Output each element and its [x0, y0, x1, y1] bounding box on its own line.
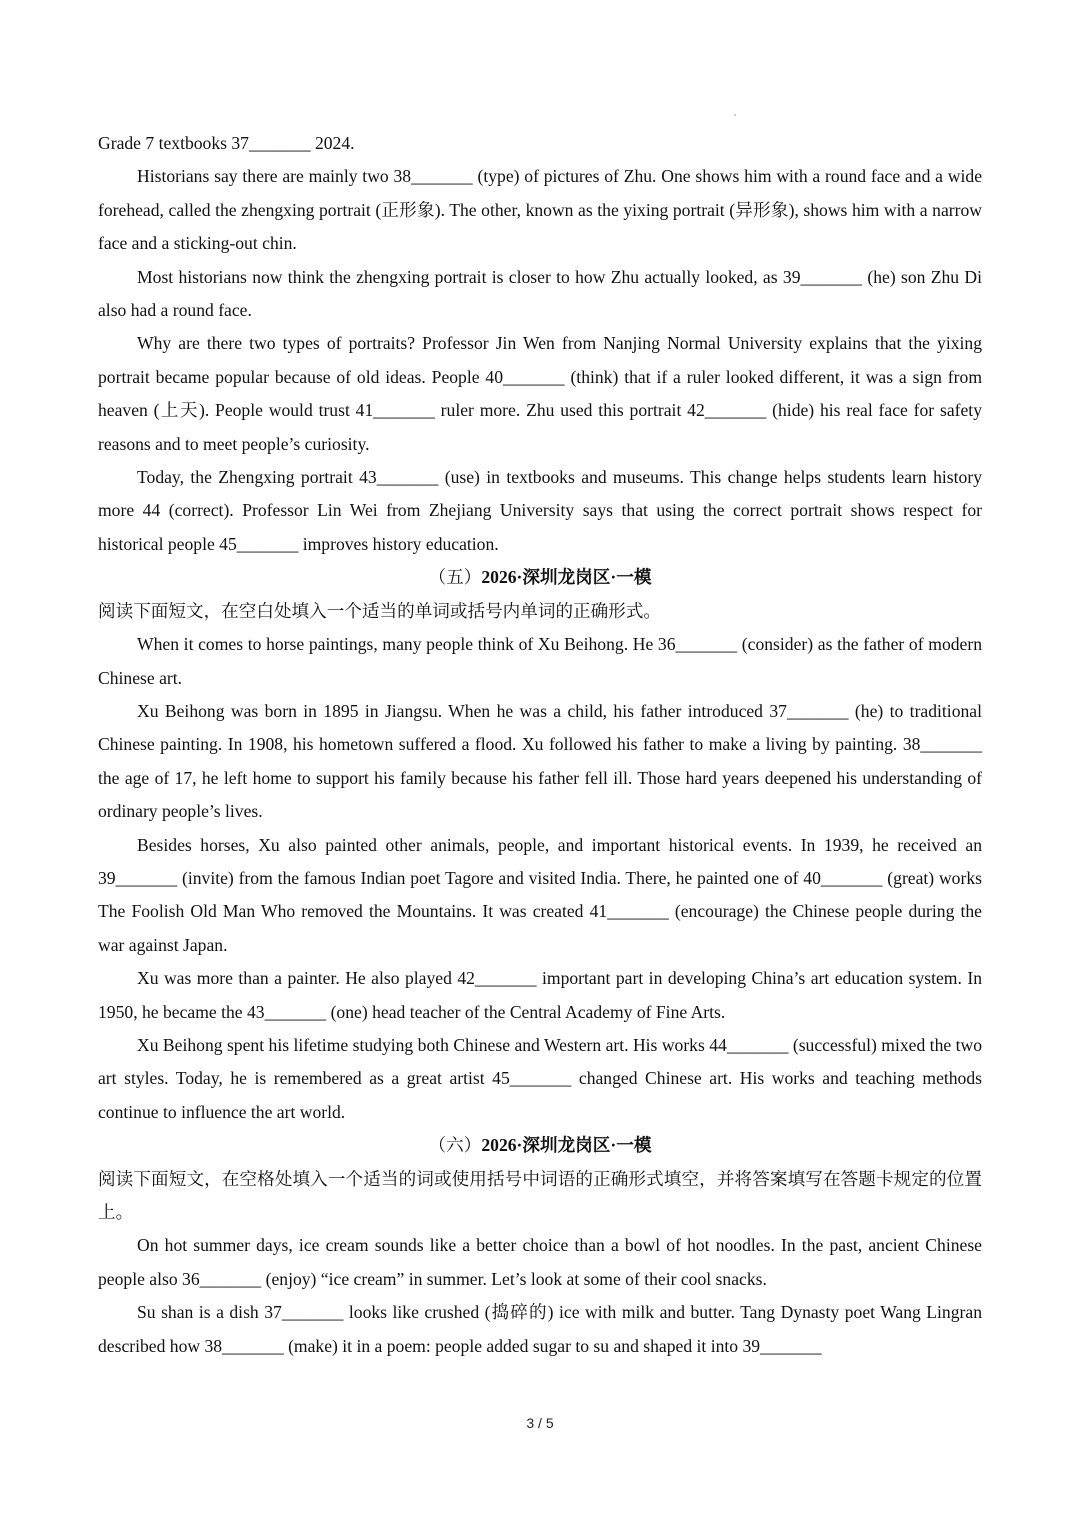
- paragraph: Xu was more than a painter. He also played 42_______ important part in developing China’s art education system. In 1950, he became the 43_______ (one) head teacher of the Central Academy of Fine Arts.: [98, 968, 982, 1022]
- heading-year: 2026: [481, 567, 517, 588]
- heading-source: ·深圳龙岗区·一模: [516, 567, 652, 588]
- heading-number: （五）: [428, 567, 482, 588]
- paragraph: Grade 7 textbooks 37_______ 2024.: [98, 133, 355, 153]
- section-heading: [98, 1129, 982, 1162]
- heading-number: （六）: [428, 1135, 482, 1156]
- paragraph: Most historians now think the zhengxing portrait is closer to how Zhu actually looked, as 39_______ (he) son Zhu Di also had a round face.: [98, 266, 982, 321]
- paragraph: Historians say there are mainly two 38_______ (type) of pictures of Zhu. One shows him with a round face and a wide forehead, called the zhengxing portrait (正形象). The other, known as the yixing portrait (异形象), shows him with a narrow face and a sticking-out chin.: [98, 166, 982, 254]
- document-page: [98, 127, 982, 1363]
- paragraph: Today, the Zhengxing portrait 43_______ (use) in textbooks and museums. This change helps students learn history more 44 (correct). Professor Lin Wei from Zhejiang University says that using the correct portrait shows respect for historical people 45_______ improves history education.: [98, 467, 982, 554]
- instruction-text: 阅读下面短文，在空白处填入一个适当的单词或括号内单词的正确形式。: [98, 600, 662, 621]
- instruction-text: 阅读下面短文，在空格处填入一个适当的词或使用括号中词语的正确形式填空，并将答案填写在答题卡规定的位置上。: [98, 1168, 982, 1222]
- passage-continuation: [98, 127, 982, 561]
- exercise-six: [98, 1129, 982, 1363]
- paragraph: When it comes to horse paintings, many people think of Xu Beihong. He 36_______ (consider) as the father of modern Chinese art.: [98, 634, 982, 688]
- heading-year: 2026: [481, 1135, 517, 1156]
- paragraph: Why are there two types of portraits? Professor Jin Wen from Nanjing Normal University explains that the yixing portrait became popular because of old ideas. People 40_______ (think) that if a ruler looked different, it was a sign from heaven (上天). People would trust 41_______ ruler more. Zhu used this portrait 42_______ (hide) his real face for safety reasons and to meet people’s curiosity.: [98, 333, 982, 454]
- section-heading: [98, 561, 982, 594]
- paragraph: Su shan is a dish 37_______ looks like crushed (捣碎的) ice with milk and butter. Tang Dynasty poet Wang Lingran described how 38_______ (make) it in a poem: people added sugar to su and shaped it into 39_______: [98, 1302, 982, 1356]
- exercise-five: [98, 561, 982, 1129]
- stray-mark: [734, 114, 736, 116]
- page-number: 3 / 5: [526, 1415, 554, 1431]
- heading-source: ·深圳龙岗区·一模: [516, 1135, 652, 1156]
- paragraph: On hot summer days, ice cream sounds like a better choice than a bowl of hot noodles. In the past, ancient Chinese people also 36_______ (enjoy) “ice cream” in summer. Let’s look at some of their cool snacks.: [98, 1235, 982, 1289]
- paragraph: Besides horses, Xu also painted other animals, people, and important historical events. In 1939, he received an 39_______ (invite) from the famous Indian poet Tagore and visited India. There, he painted one of 40_______ (great) works The Foolish Old Man Who removed the Mountains. It was created 41_______ (encourage) the Chinese people during the war against Japan.: [98, 834, 982, 955]
- paragraph: Xu Beihong spent his lifetime studying both Chinese and Western art. His works 44_______ (successful) mixed the two art styles. Today, he is remembered as a great artist 45_______ changed Chinese art. His works and teaching methods continue to influence the art world.: [98, 1034, 982, 1122]
- paragraph: Xu Beihong was born in 1895 in Jiangsu. When he was a child, his father introduced 37_______ (he) to traditional Chinese painting. In 1908, his hometown suffered a flood. Xu followed his father to make a living by painting. 38_______ the age of 17, he left home to support his family because his father fell ill. Those hard years deepened his understanding of ordinary people’s lives.: [98, 700, 982, 822]
